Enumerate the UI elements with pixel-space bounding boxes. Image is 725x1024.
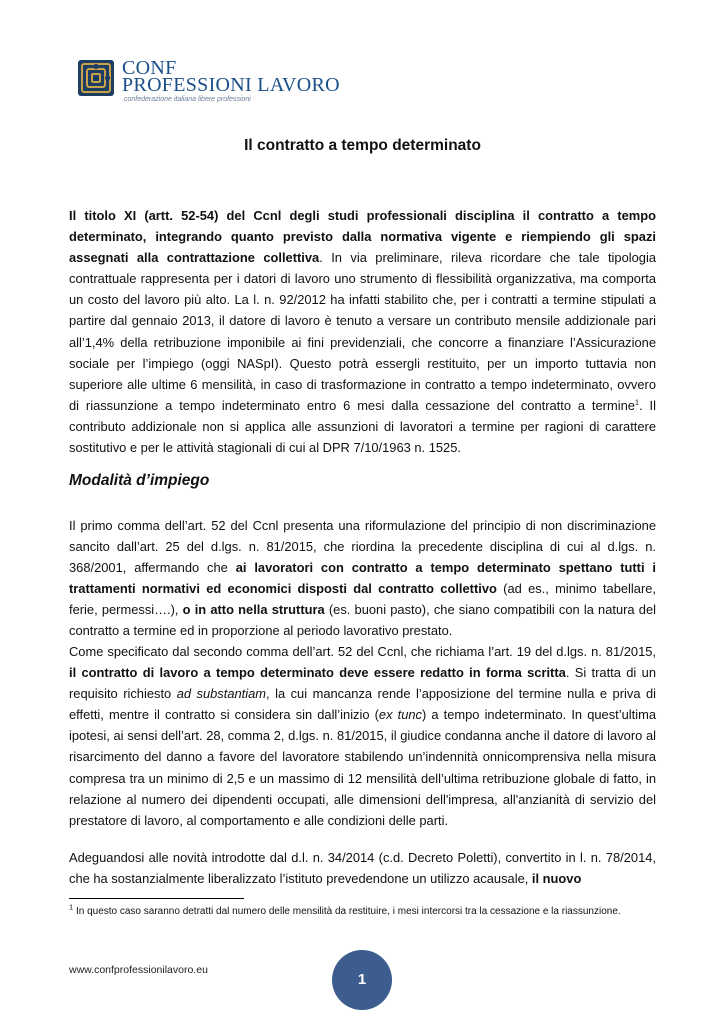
p2-bold-1: il contratto di lavoro a tempo determinato deve essere redatto in forma scritta	[69, 665, 566, 681]
footnote-reference: 1	[634, 397, 640, 407]
footnote-text: In questo caso saranno detratti dal numero delle mensilità da restituire, i mesi intercorsi tra la cessazione e la riassunzione.	[73, 906, 621, 917]
intro-text: . In via preliminare, rileva ricordare che tale tipologia contrattuale rappresenta per i datori di lavoro uno strumento di flessibilità organizzativa, ma comporta un costo del lavoro più alto. La l. n. 92/2012 ha infatti stabilito che, per i contratti a termine stipulati a partire dal gennaio 2013, il datore di lavoro è tenuto a versare un contributo mensile addizionale pari all’1,4% della retribuzione imponibile ai fini previdenziali, che concorre a finanziare l’Assicurazione sociale per l’impiego (oggi NASpI). Questo potrà essergli restituito, per un importo tuttavia non superiore alle ultime 6 mensilità, in caso di trasformazione in contratto a tempo indeterminato, ovvero di riassunzione a tempo indeterminato entro 6 mesi dalla cessazione del contratto a termine	[69, 250, 656, 413]
p1-bold-1: ai lavoratori con contratto a tempo determinato spettano tutti i trattamenti normativi ed economici disposti dal contratto collettivo	[69, 560, 656, 597]
p2-italic-1: ad substantiam	[176, 686, 267, 702]
section-heading: Modalità d’impiego	[69, 472, 210, 489]
p1-text-2: (ad es., minimo tabellare, ferie, permessi….),	[69, 581, 656, 618]
p1-text-1: Il primo comma dell’art. 52 del Ccnl presenta una riformulazione del principio di non discriminazione sancito dall’art. 25 del d.lgs. n. 81/2015, che riordina la precedente disciplina di cui al d.lgs. n. 368/2001, affermando che	[69, 518, 656, 576]
logo-tagline: confederazione italiana libere professioni	[124, 96, 251, 103]
p1-bold-2: o in atto nella struttura	[182, 602, 325, 618]
conf-professioni-lavoro-logo	[78, 58, 340, 106]
logo-text-conf: CONF	[122, 57, 177, 79]
p3-bold-1: il nuovo	[531, 871, 582, 887]
p2-text-1: Come specificato dal secondo comma dell’art. 52 del Ccnl, che richiama l’art. 19 del d.lgs. n. 81/2015,	[69, 644, 656, 659]
maze-emblem-icon	[78, 60, 114, 96]
paragraph-non-discrimination	[69, 515, 656, 642]
p2-italic-2: ex tunc	[378, 707, 422, 723]
page-number-badge: 1	[332, 950, 392, 1010]
footer-website-link[interactable]: www.confprofessionilavoro.eu	[69, 964, 208, 976]
intro-text-end: . Il contributo addizionale non si applica alle assunzioni di lavoratori a termine per ragioni di carattere sostitutivo e per le attività stagionali di cui al DPR 7/10/1963 n. 1525.	[69, 397, 656, 456]
p2-text-4: ) a tempo indeterminato. In quest’ultima ipotesi, ai sensi dell’art. 28, comma 2, d.lgs. n. 81/2015, il giudice condanna anche il datore di lavoro al risarcimento del danno a favore del lavoratore stabilendo un’indennità onnicomprensiva nella misura compresa tra un minimo di 2,5 e un massimo di 12 mensilità dell’ultima retribuzione globale di fatto, in relazione al numero dei dipendenti occupati, alle dimensioni dell'impresa, all'anzianità di servizio del prestatore di lavoro, al comportamento e alle condizioni delle parti.	[69, 707, 656, 828]
intro-paragraph	[69, 205, 656, 458]
paragraph-decreto-poletti	[69, 847, 656, 889]
logo-text-professioni-lavoro: PROFESSIONI LAVORO	[122, 74, 340, 96]
intro-bold-text: Il titolo XI (artt. 52-54) del Ccnl degli studi professionali disciplina il contratto a tempo determinato, integrando quanto previsto dalla normativa vigente e riempiendo gli spazi assegnati alla contrattazione collettiva	[69, 208, 656, 266]
footnote-number: 1	[69, 902, 74, 912]
p3-text-1: Adeguandosi alle novità introdotte dal d.l. n. 34/2014 (c.d. Decreto Poletti), convertito in l. n. 78/2014, che ha sostanzialmente liberalizzato l’istituto prevedendone un utilizzo acausale,	[69, 850, 656, 887]
p2-text-2: . Si tratta di un requisito richiesto	[69, 665, 656, 702]
footnote	[69, 904, 656, 920]
paragraph-written-form	[69, 641, 656, 831]
p2-text-3: , la cui mancanza rende l’apposizione del termine nulla e priva di effetti, mentre il contratto si considera sin dall’inizio (	[69, 686, 657, 723]
document-title: Il contratto a tempo determinato	[244, 137, 481, 154]
p1-text-3: (es. buoni pasto), che siano compatibili con la natura del contratto a termine ed in proporzione al periodo lavorativo prestato.	[69, 602, 656, 639]
footnote-separator	[69, 898, 244, 899]
